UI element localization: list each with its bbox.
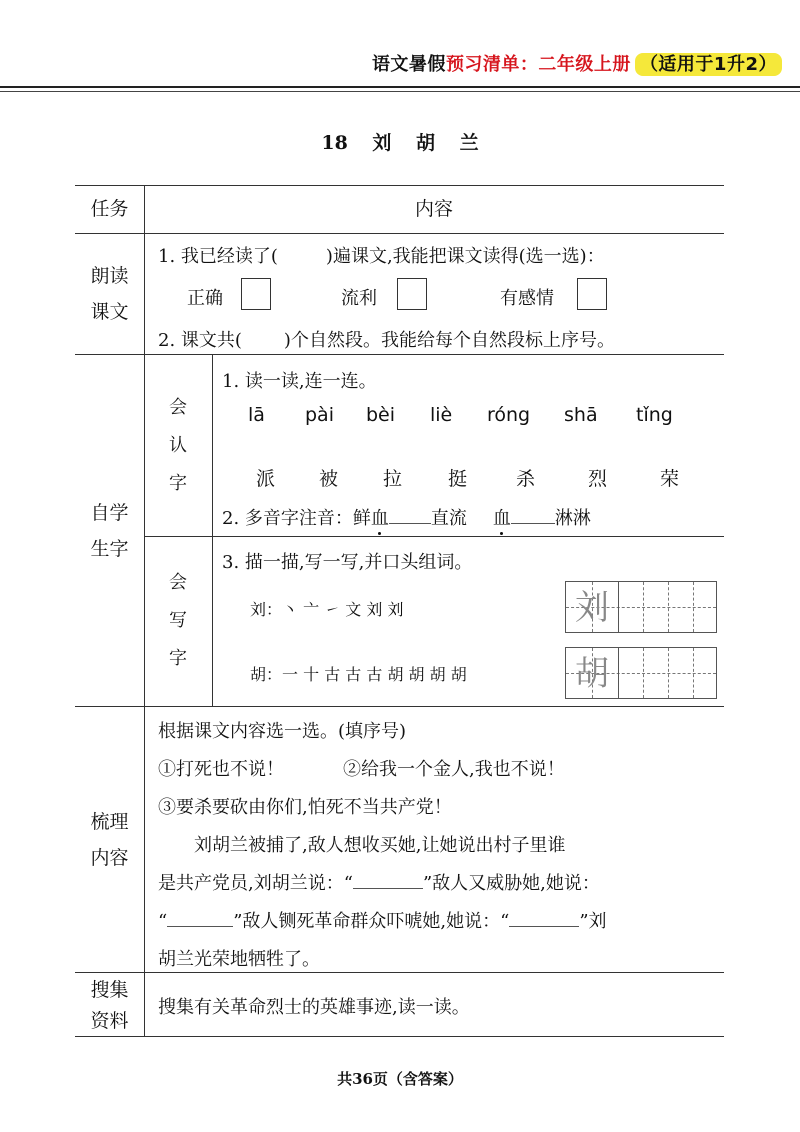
option-emotion-label: 有感情 [500,288,554,309]
header-title: 预习清单：二年级上册 [445,54,631,75]
hanzi-ting[interactable]: 挺 [448,468,468,490]
polyphone-word-part: 直流 [430,508,467,529]
polyphone-blank-2[interactable] [511,523,555,524]
header-rule-thin [0,91,800,92]
review-paragraph-line-2 [158,869,600,895]
review-paragraph-line-1: 刘胡兰被捕了,敌人想收买她,让她说出村子里谁 [194,835,566,856]
writing-grid-hu[interactable] [565,647,717,699]
row-divider-review [75,972,724,973]
hanzi-pai[interactable]: 派 [256,468,276,490]
subrow-divider [144,536,724,537]
row-label-review-2: 内容 [90,847,129,869]
recognize-label-2: 认 [169,435,187,456]
stroke-order-liu [250,597,403,620]
reading-q1-prefix: 1. 我已经读了( [158,246,278,267]
stroke-char-liu: 刘： [250,600,283,619]
write-label-1: 会 [169,572,187,593]
option-fluent-label: 流利 [341,288,377,309]
polyphone-label: 2. 多音字注音： [222,508,353,529]
review-option-2: ②给我一个金人,我也不说！ [343,759,565,780]
pinyin-ting[interactable]: tǐng [636,404,673,426]
polyphone-char-xie: 血 [492,508,511,529]
reading-q1-suffix: )遍课文,我能把课文读得(选一选)： [325,246,605,267]
grid-trace-char-hu: 胡 [575,654,609,694]
column-header-content: 内容 [414,198,453,220]
review-blank-1[interactable] [353,888,423,889]
row-label-selfstudy-1: 自学 [90,502,129,524]
review-paragraph-line-3 [158,907,607,933]
write-label-2: 写 [169,610,187,631]
review-instruction: 根据课文内容选一选。(填序号) [158,721,407,742]
option-correct-label: 正确 [187,288,223,309]
hanzi-sha[interactable]: 杀 [516,468,536,490]
stroke-order-hu [250,662,467,685]
hanzi-bei[interactable]: 被 [319,468,339,490]
pinyin-la[interactable]: lā [248,404,265,426]
recognize-question-1: 1. 读一读,连一连。 [222,371,377,392]
pinyin-bei[interactable]: bèi [366,404,396,426]
stroke-sequence-hu: 一 十 古 古 古 胡 胡 胡 胡 [282,665,467,684]
review-text-part: ”敌人铡死革命群众吓唬她,她说：“ [233,911,510,932]
row-label-selfstudy-2: 生字 [90,538,129,560]
review-paragraph-line-4: 胡兰光荣地牺牲了。 [158,949,320,970]
review-text-part: “ [158,911,168,932]
pinyin-sha[interactable]: shā [564,404,598,426]
reading-q2-suffix: )个自然段。我能给每个自然段标上序号。 [283,330,615,351]
write-label-3: 字 [169,648,187,669]
review-option-1: ①打死也不说！ [158,759,284,780]
row-label-reading-2: 课文 [90,301,129,323]
hanzi-lie[interactable]: 烈 [588,468,608,490]
stroke-sequence-liu: 丶 亠 ㇀ 文 刘 刘 [282,600,404,619]
polyphone-word-part: 鲜 [352,508,371,529]
row-label-collect-2: 资料 [90,1010,129,1032]
reading-q2-prefix: 2. 课文共( [158,330,242,351]
option-fluent-checkbox[interactable] [397,278,427,310]
stroke-char-hu: 胡： [250,665,283,684]
review-blank-3[interactable] [509,926,579,927]
review-option-3: ③要杀要砍由你们,怕死不当共产党！ [158,797,452,818]
row-divider-reading [75,354,724,355]
recognize-label-3: 字 [169,473,187,494]
lesson-title: 18 刘 胡 兰 [321,132,479,154]
grid-trace-char-liu: 刘 [575,588,609,628]
option-emotion-checkbox[interactable] [577,278,607,310]
row-label-reading-1: 朗读 [90,265,129,287]
column-header-task: 任务 [90,198,129,220]
reading-question-2 [158,326,615,352]
row-label-review-1: 梳理 [90,811,129,833]
row-label-collect-1: 搜集 [90,979,129,1001]
option-correct-checkbox[interactable] [241,278,271,310]
writing-grid-liu[interactable] [565,581,717,633]
polyphone-question [222,504,591,530]
review-text-part: 是共产党员,刘胡兰说：“ [158,873,353,894]
polyphone-word-part: 淋淋 [554,508,591,529]
review-blank-2[interactable] [167,926,233,927]
header-grade-badge: （适用于1升2） [635,53,782,76]
table-bottom-border [75,1036,724,1037]
row-divider-selfstudy [75,706,724,707]
review-text-part: ”刘 [579,911,607,932]
review-text-part: ”敌人又威胁她,她说： [422,873,600,894]
hanzi-rong[interactable]: 荣 [660,468,680,490]
table-top-border [75,185,724,186]
collect-instruction: 搜集有关革命烈士的英雄事迹,读一读。 [158,997,470,1018]
header-subject: 语文暑假 [371,54,446,75]
reading-question-1 [158,242,605,268]
column-divider [144,185,145,1036]
table-header-divider [75,233,724,234]
polyphone-blank-1[interactable] [389,523,431,524]
polyphone-char-xue: 血 [370,508,389,529]
pinyin-pai[interactable]: pài [305,404,334,426]
subcolumn-divider [212,354,213,706]
pinyin-lie[interactable]: liè [430,404,453,426]
recognize-label-1: 会 [169,397,187,418]
pinyin-rong[interactable]: róng [487,404,531,426]
header-rule [0,86,800,88]
page-footer: 共36页（含答案） [337,1070,463,1088]
page-header [372,50,782,76]
write-question-3: 3. 描一描,写一写,并口头组词。 [222,552,473,573]
hanzi-la[interactable]: 拉 [383,468,403,490]
